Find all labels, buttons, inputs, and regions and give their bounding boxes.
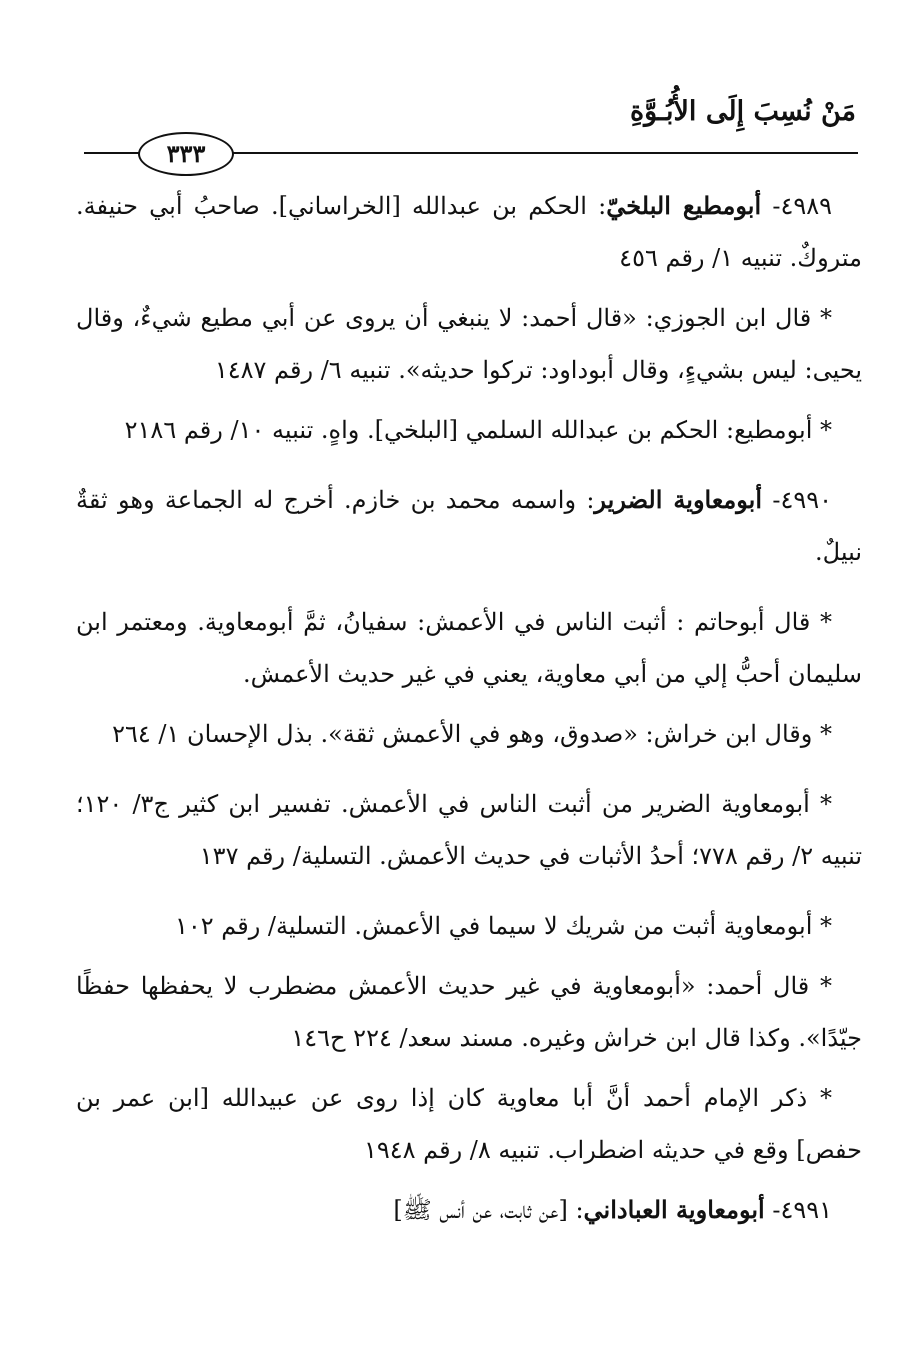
note-paragraph: * قال أحمد: «أبومعاوية في غير حديث الأعمش مضطرب لا يحفظها حفظًا جيّدًا». وكذا قال ابن خراش وغيره. مسند سعد/ ٢٢٤ ح١٤٦: [76, 972, 862, 1052]
note-paragraph: * قال أبوحاتم : أثبت الناس في الأعمش: سفيانُ، ثمَّ أبومعاوية. ومعتمر ابن سليمان أحبُّ إلي من أبي معاوية، يعني في غير حديث الأعمش.: [76, 608, 862, 688]
entry-4991: [76, 1184, 862, 1236]
note-paragraph: * أبومطيع: الحكم بن عبدالله السلمي [البلخي]. واهٍ. تنبيه ١٠/ رقم ٢١٨٦: [124, 416, 832, 444]
note-paragraph: * وقال ابن خراش: «صدوق، وهو في الأعمش ثقة». بذل الإحسان ١/ ٢٦٤: [112, 720, 832, 748]
note-paragraph: * قال ابن الجوزي: «قال أحمد: لا ينبغي أن يروى عن أبي مطيع شيءٌ، وقال يحيى: ليس بشيءٍ، وقال أبوداود: تركوا حديثه». تنبيه ٦/ رقم ١٤٨٧: [76, 304, 862, 384]
entry-number: ٤٩٩٠-: [772, 486, 832, 514]
entry-number: ٤٩٩١-: [772, 1196, 832, 1224]
entry-text: : واسمه محمد بن خازم. أخرج له الجماعة وهو ثقةٌ نبيلٌ.: [76, 486, 862, 566]
note-paragraph: * أبومعاوية أثبت من شريك لا سيما في الأعمش. التسلية/ رقم ١٠٢: [174, 912, 832, 940]
page-number: ٣٣٣: [138, 132, 234, 176]
running-title: مَنْ نُسِبَ إِلَى الأُبُـوَّةِ: [630, 96, 856, 127]
page-content: [76, 180, 862, 1244]
entry-text: : الحكم بن عبدالله [الخراساني]. صاحبُ أبي حنيفة. متروكٌ. تنبيه ١/ رقم ٤٥٦: [76, 192, 862, 272]
entry-number: ٤٩٨٩-: [772, 192, 832, 220]
entry-4989: [76, 180, 862, 284]
entry-name: أبومطيع البلخيّ: [606, 191, 762, 220]
note-paragraph: * ذكر الإمام أحمد أنَّ أبا معاوية كان إذا روى عن عبيدالله [ابن عمر بن حفص] وقع في حديثه اضطراب. تنبيه ٨/ رقم ١٩٤٨: [76, 1084, 862, 1164]
entry-name: أبومعاوية الضرير: [594, 485, 763, 514]
entry-text: : [عن ثابت، عن أنس ﷺ]: [393, 1196, 584, 1224]
entry-4990: [76, 474, 862, 578]
entry-name: أبومعاوية العباداني: [583, 1195, 765, 1224]
note-paragraph: * أبومعاوية الضرير من أثبت الناس في الأعمش. تفسير ابن كثير ج٣/ ١٢٠؛ تنبيه ٢/ رقم ٧٧٨؛ أحدُ الأثبات في حديث الأعمش. التسلية/ رقم ١٣٧: [76, 790, 862, 870]
